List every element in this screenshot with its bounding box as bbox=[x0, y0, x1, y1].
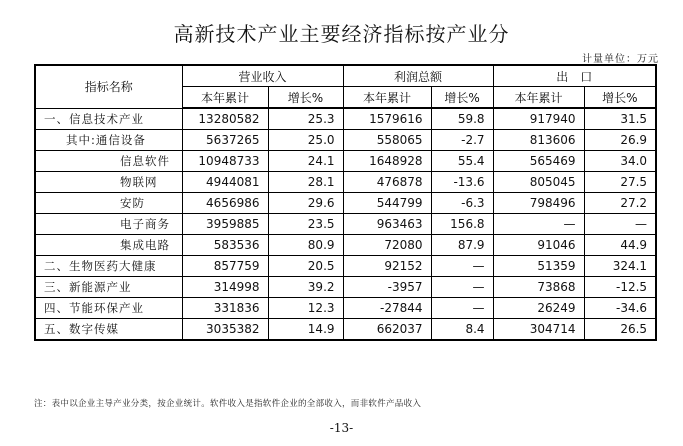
table-cell: 5637265 bbox=[182, 130, 268, 151]
table-cell: 91046 bbox=[493, 235, 584, 256]
table-cell: -27844 bbox=[343, 298, 431, 319]
table-cell: 10948733 bbox=[182, 151, 268, 172]
table-cell: 565469 bbox=[493, 151, 584, 172]
table-cell: 80.9 bbox=[268, 235, 343, 256]
header-sub: 增长% bbox=[431, 87, 493, 109]
table-cell: 51359 bbox=[493, 256, 584, 277]
table-cell: 72080 bbox=[343, 235, 431, 256]
table-row bbox=[35, 214, 656, 235]
table-row bbox=[35, 298, 656, 319]
table-cell: 4944081 bbox=[182, 172, 268, 193]
table-cell: 583536 bbox=[182, 235, 268, 256]
indicator-table bbox=[34, 64, 657, 341]
table-cell: — bbox=[493, 214, 584, 235]
row-label: 四、节能环保产业 bbox=[35, 298, 182, 319]
table-cell: 23.5 bbox=[268, 214, 343, 235]
table-cell: 857759 bbox=[182, 256, 268, 277]
table-cell: 26.9 bbox=[584, 130, 656, 151]
table-cell: 14.9 bbox=[268, 319, 343, 341]
table-cell: 20.5 bbox=[268, 256, 343, 277]
table-cell: 1579616 bbox=[343, 108, 431, 130]
row-label: 安防 bbox=[35, 193, 182, 214]
table-cell: 805045 bbox=[493, 172, 584, 193]
table-cell: 26249 bbox=[493, 298, 584, 319]
row-label: 信息软件 bbox=[35, 151, 182, 172]
table-row bbox=[35, 277, 656, 298]
table-cell: 963463 bbox=[343, 214, 431, 235]
row-label: 二、生物医药大健康 bbox=[35, 256, 182, 277]
row-label: 一、信息技术产业 bbox=[35, 108, 182, 130]
table-cell: 798496 bbox=[493, 193, 584, 214]
header-sub: 增长% bbox=[268, 87, 343, 109]
row-label: 集成电路 bbox=[35, 235, 182, 256]
table-cell: 92152 bbox=[343, 256, 431, 277]
header-indicator-name: 指标名称 bbox=[35, 65, 182, 108]
table-cell: -2.7 bbox=[431, 130, 493, 151]
row-label: 电子商务 bbox=[35, 214, 182, 235]
header-sub: 本年累计 bbox=[493, 87, 584, 109]
table-cell: -34.6 bbox=[584, 298, 656, 319]
table-cell: 44.9 bbox=[584, 235, 656, 256]
table-cell: 24.1 bbox=[268, 151, 343, 172]
table-cell: 55.4 bbox=[431, 151, 493, 172]
table-cell: 39.2 bbox=[268, 277, 343, 298]
table-row bbox=[35, 108, 656, 130]
table-cell: 27.2 bbox=[584, 193, 656, 214]
header-sub: 本年累计 bbox=[182, 87, 268, 109]
table-row bbox=[35, 151, 656, 172]
table-cell: — bbox=[584, 214, 656, 235]
table-cell: 12.3 bbox=[268, 298, 343, 319]
table-cell: -6.3 bbox=[431, 193, 493, 214]
table-row bbox=[35, 256, 656, 277]
table-cell: 324.1 bbox=[584, 256, 656, 277]
header-sub: 本年累计 bbox=[343, 87, 431, 109]
table-cell: 662037 bbox=[343, 319, 431, 341]
table-cell: — bbox=[431, 277, 493, 298]
table-row bbox=[35, 193, 656, 214]
table-cell: 476878 bbox=[343, 172, 431, 193]
table-cell: 29.6 bbox=[268, 193, 343, 214]
table-cell: 917940 bbox=[493, 108, 584, 130]
table-cell: — bbox=[431, 256, 493, 277]
table-cell: 26.5 bbox=[584, 319, 656, 341]
table-row bbox=[35, 172, 656, 193]
row-label: 五、数字传媒 bbox=[35, 319, 182, 341]
table-cell: 87.9 bbox=[431, 235, 493, 256]
row-label: 物联网 bbox=[35, 172, 182, 193]
table-cell: 31.5 bbox=[584, 108, 656, 130]
table-cell: 27.5 bbox=[584, 172, 656, 193]
row-label: 三、新能源产业 bbox=[35, 277, 182, 298]
unit-label: 计量单位：万元 bbox=[582, 54, 659, 65]
table-cell: — bbox=[431, 298, 493, 319]
header-group-export: 出 口 bbox=[493, 65, 656, 87]
table-cell: 314998 bbox=[182, 277, 268, 298]
table-footnote: 注：表中以企业主导产业分类，按企业统计。软件收入是指软件企业的全部收入，而非软件产品收入 bbox=[34, 399, 422, 409]
table-cell: -3957 bbox=[343, 277, 431, 298]
table-cell: 813606 bbox=[493, 130, 584, 151]
page-title: 高新技术产业主要经济指标按产业分 bbox=[173, 22, 510, 46]
table-cell: -13.6 bbox=[431, 172, 493, 193]
header-group-revenue: 营业收入 bbox=[182, 65, 343, 87]
table-cell: -12.5 bbox=[584, 277, 656, 298]
table-cell: 156.8 bbox=[431, 214, 493, 235]
table-row bbox=[35, 319, 656, 341]
header-group-profit: 利润总额 bbox=[343, 65, 493, 87]
table-cell: 13280582 bbox=[182, 108, 268, 130]
table-cell: 331836 bbox=[182, 298, 268, 319]
table-cell: 25.0 bbox=[268, 130, 343, 151]
table-cell: 1648928 bbox=[343, 151, 431, 172]
row-label: 其中:通信设备 bbox=[35, 130, 182, 151]
header-sub: 增长% bbox=[584, 87, 656, 109]
table-cell: 3035382 bbox=[182, 319, 268, 341]
table-cell: 544799 bbox=[343, 193, 431, 214]
table-cell: 34.0 bbox=[584, 151, 656, 172]
table-row bbox=[35, 235, 656, 256]
table-row bbox=[35, 130, 656, 151]
table-cell: 4656986 bbox=[182, 193, 268, 214]
page-number: -13- bbox=[329, 421, 354, 435]
table-cell: 3959885 bbox=[182, 214, 268, 235]
table-cell: 73868 bbox=[493, 277, 584, 298]
table-cell: 304714 bbox=[493, 319, 584, 341]
table-cell: 28.1 bbox=[268, 172, 343, 193]
table-cell: 558065 bbox=[343, 130, 431, 151]
table-cell: 8.4 bbox=[431, 319, 493, 341]
table-cell: 25.3 bbox=[268, 108, 343, 130]
table-cell: 59.8 bbox=[431, 108, 493, 130]
